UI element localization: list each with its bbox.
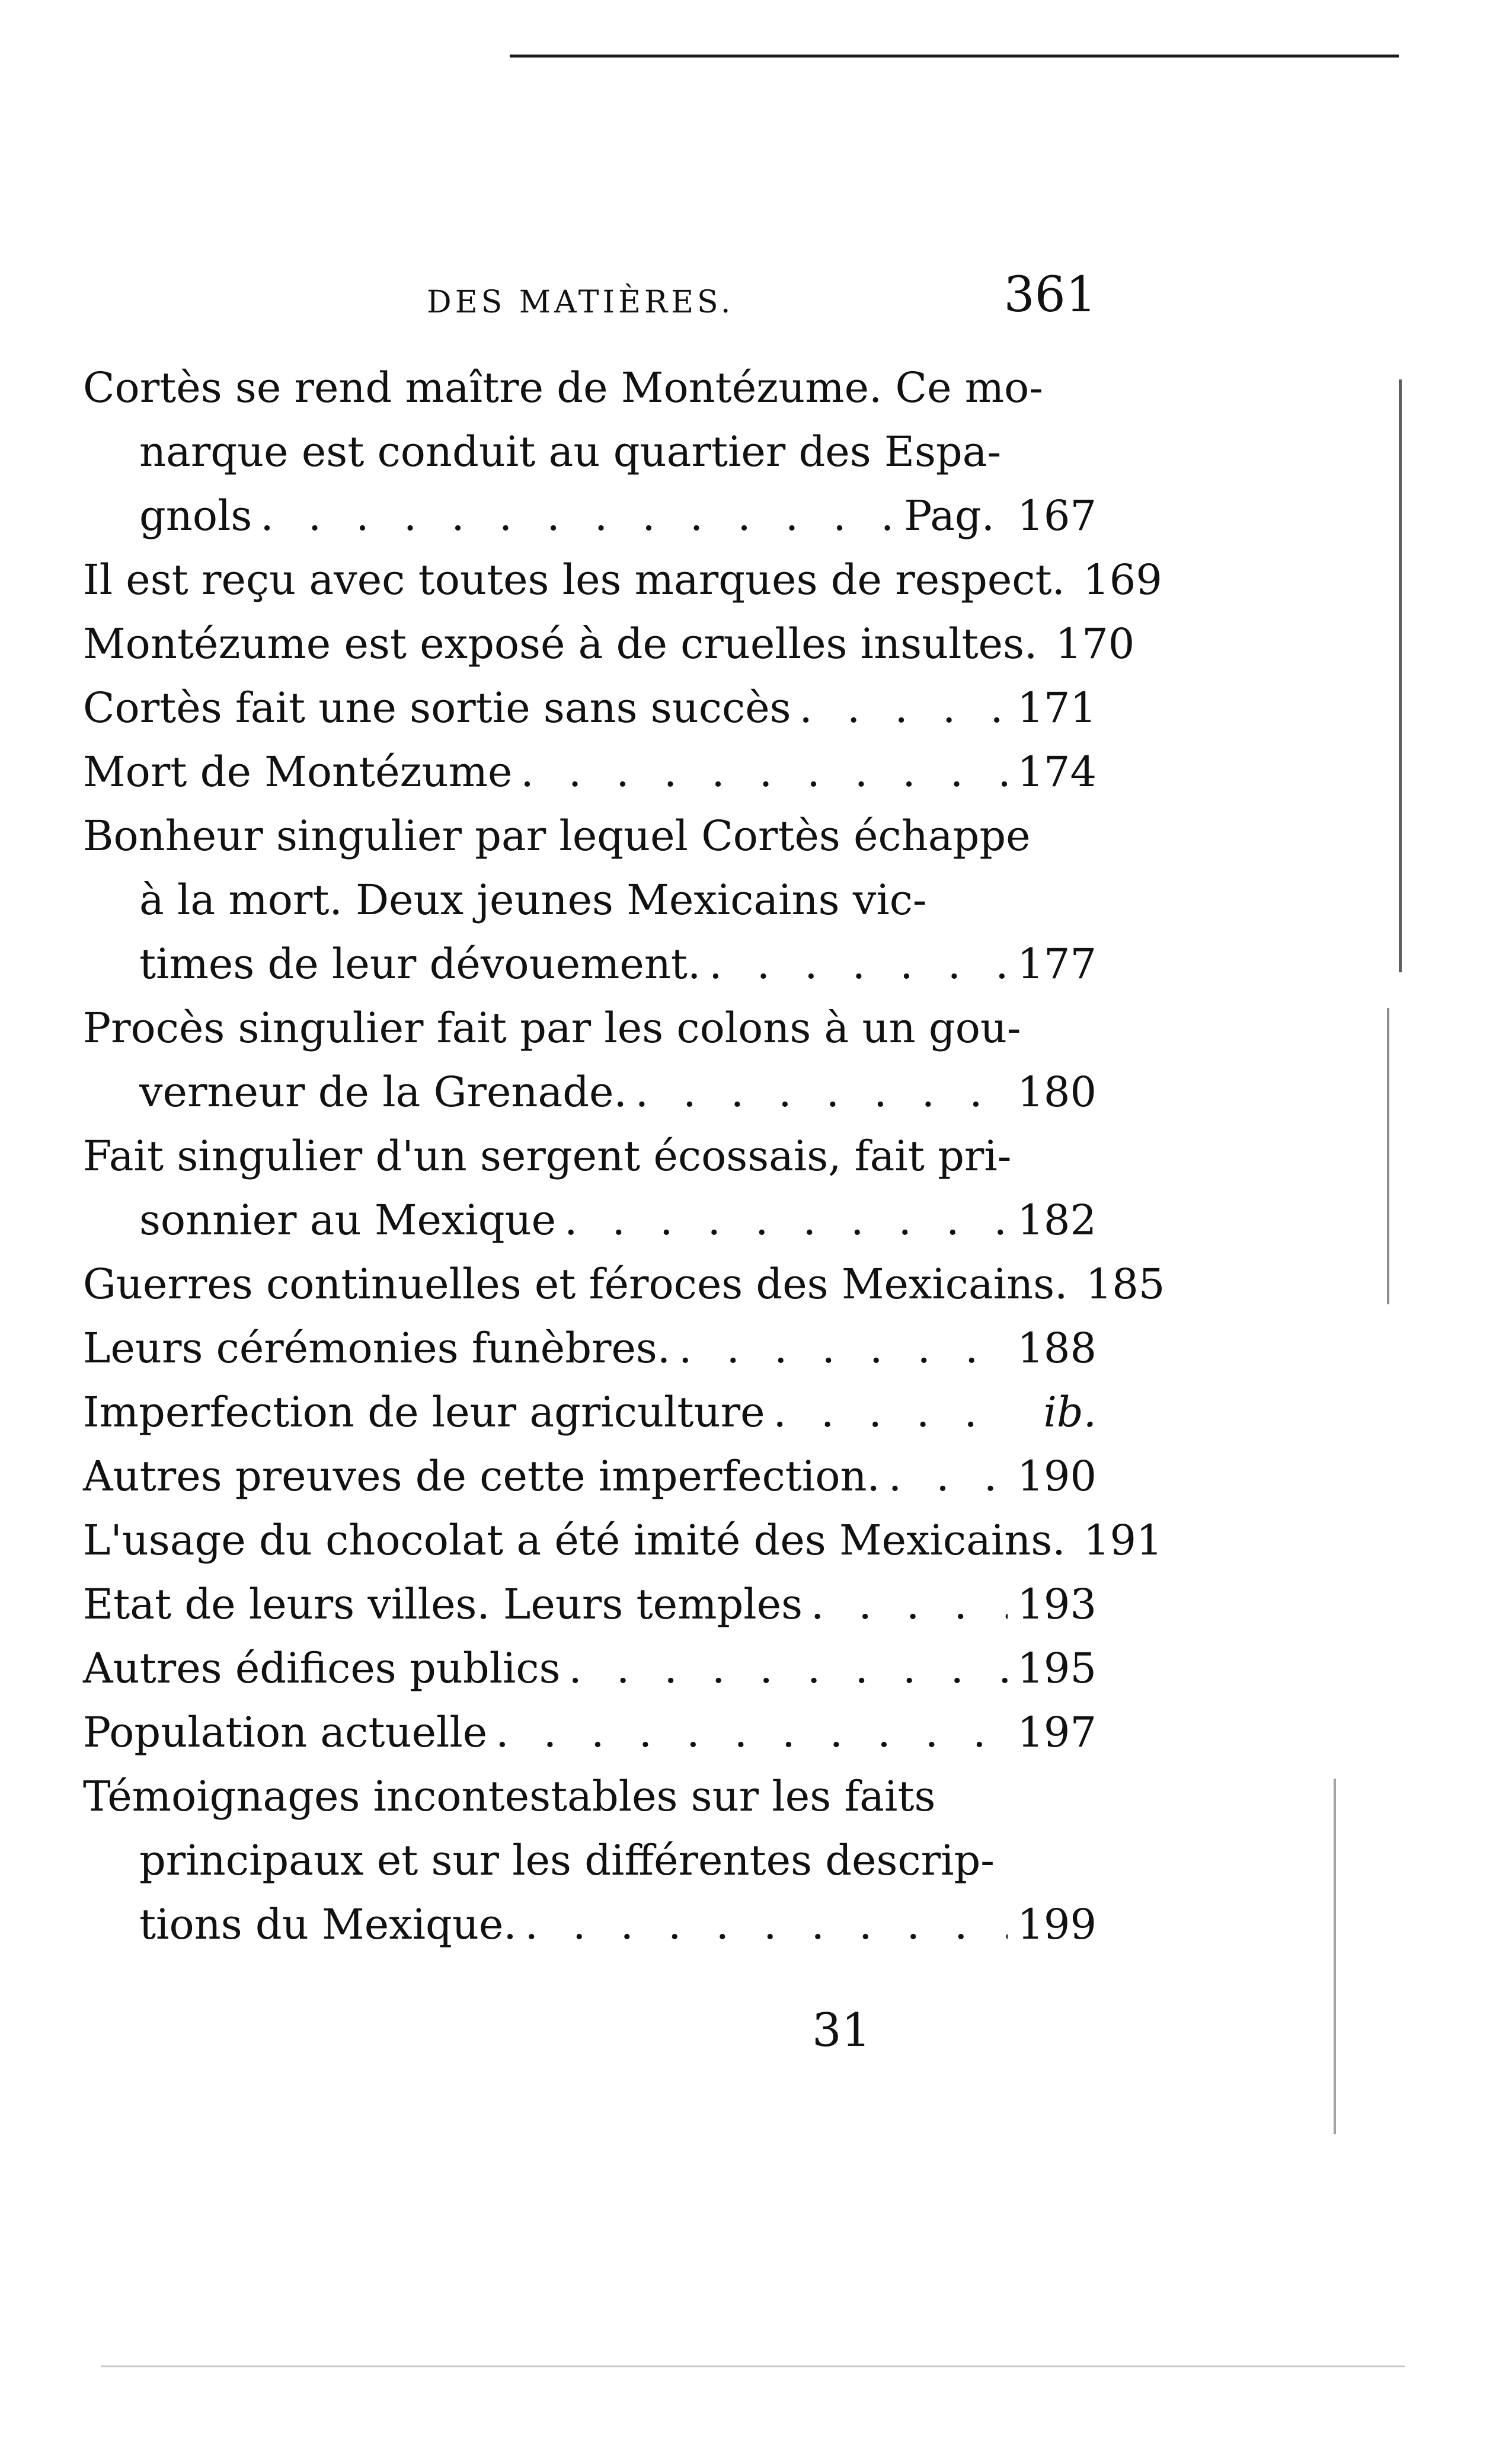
entry-text: Montézume est exposé à de cruelles insultes. — [83, 620, 1038, 668]
entry-text: L'usage du chocolat a été imité des Mexicains. — [83, 1516, 1066, 1565]
entry-page-number: 191 — [1083, 1516, 1163, 1565]
entry-text: Imperfection de leur agriculture — [83, 1388, 765, 1437]
entry-text: principaux et sur les différentes descrip- — [139, 1836, 995, 1885]
entry-text: Guerres continuelles et féroces des Mexicains. — [83, 1260, 1068, 1308]
toc-entry — [83, 356, 1097, 548]
entry-page-number: 195 — [1017, 1644, 1097, 1693]
dot-leader — [487, 1700, 1008, 1764]
scan-edge-line — [510, 55, 1399, 58]
entry-text: verneur de la Grenade. — [139, 1068, 627, 1116]
entry-text: Il est reçu avec toutes les marques de respect. — [83, 556, 1065, 604]
toc-entry-line — [83, 356, 1097, 420]
entry-text: sonnier au Mexique — [139, 1196, 557, 1244]
page-prefix: Pag. — [904, 491, 995, 540]
entry-text: Bonheur singulier par lequel Cortès échappe — [83, 812, 1031, 860]
entry-text: gnols — [139, 491, 252, 540]
running-title: DES MATIÈRES. — [427, 285, 734, 320]
entry-page-number: 169 — [1083, 556, 1162, 604]
toc-entry-line — [83, 1828, 1097, 1892]
scan-edge-line — [1399, 379, 1402, 972]
toc-entry — [83, 1764, 1097, 1956]
dot-leader — [765, 1380, 1008, 1444]
dot-leader — [1066, 1508, 1074, 1572]
entry-page-number: 199 — [1017, 1900, 1097, 1949]
toc-entry — [83, 1444, 1097, 1508]
scan-edge-line — [101, 2366, 1405, 2367]
entry-text: Témoignages incontestables sur les faits — [83, 1772, 936, 1821]
dot-leader — [512, 740, 1008, 804]
entry-page-number: 188 — [1017, 1324, 1097, 1372]
scan-edge-line — [1387, 1008, 1389, 1304]
table-of-contents — [83, 356, 1165, 1956]
entry-page-number: 197 — [1017, 1708, 1097, 1757]
toc-entry — [83, 740, 1097, 804]
signature-mark: 31 — [812, 2004, 871, 2057]
page-number: 361 — [1003, 267, 1097, 323]
dot-leader — [1065, 548, 1073, 612]
dot-leader — [701, 932, 1008, 996]
dot-leader — [670, 1316, 1008, 1380]
dot-leader — [880, 1444, 1008, 1508]
entry-page-number: 170 — [1055, 620, 1135, 668]
dot-leader — [252, 484, 904, 548]
entry-text: tions du Mexique. — [139, 1900, 517, 1949]
toc-entry — [83, 1572, 1097, 1636]
toc-entry-line — [83, 1380, 1097, 1444]
dot-leader — [1067, 1252, 1076, 1316]
entry-page-number: 180 — [1017, 1068, 1097, 1116]
entry-text: Procès singulier fait par les colons à un gou- — [83, 1004, 1021, 1052]
toc-entry — [83, 1316, 1097, 1380]
entry-text: Population actuelle — [83, 1708, 488, 1757]
dot-leader — [1037, 612, 1046, 676]
toc-entry-line — [83, 1316, 1097, 1380]
toc-entry-line — [83, 1508, 1163, 1572]
entry-text: Autres édifices publics — [83, 1644, 561, 1693]
entry-text: Mort de Montézume — [83, 748, 513, 796]
toc-entry-line — [83, 1124, 1097, 1188]
toc-entry-line — [83, 1572, 1097, 1636]
entry-text: Autres preuves de cette imperfection. — [83, 1452, 880, 1501]
dot-leader — [627, 1060, 1008, 1124]
toc-entry — [83, 804, 1097, 996]
toc-entry-line — [83, 548, 1162, 612]
entry-text: narque est conduit au quartier des Espa- — [139, 427, 1002, 476]
entry-page-number: 193 — [1017, 1580, 1097, 1629]
entry-page-number: 171 — [1017, 684, 1097, 732]
toc-entry-line — [83, 612, 1135, 676]
toc-entry — [83, 1700, 1097, 1764]
entry-text: times de leur dévouement. — [139, 940, 701, 988]
toc-entry-line — [83, 1444, 1097, 1508]
scan-edge-line — [1334, 1779, 1336, 2134]
toc-entry-line — [83, 1252, 1165, 1316]
toc-entry-line — [83, 932, 1097, 996]
toc-entry — [83, 1252, 1165, 1316]
entry-text: Leurs cérémonies funèbres. — [83, 1324, 671, 1372]
toc-entry — [83, 548, 1162, 612]
toc-entry-line — [83, 868, 1097, 932]
toc-entry — [83, 612, 1135, 676]
toc-entry-line — [83, 1060, 1097, 1124]
entry-page-number: 182 — [1017, 1196, 1097, 1244]
entry-text: Cortès se rend maître de Montézume. Ce mo- — [83, 363, 1043, 412]
entry-page-number: 185 — [1085, 1260, 1165, 1308]
entry-text: à la mort. Deux jeunes Mexicains vic- — [139, 876, 927, 924]
toc-entry-line — [83, 1188, 1097, 1252]
toc-entry-line — [83, 1892, 1097, 1956]
entry-page-number: 190 — [1017, 1452, 1097, 1501]
toc-entry-line — [83, 1636, 1097, 1700]
entry-text: Cortès fait une sortie sans succès — [83, 684, 791, 732]
entry-page-number: 167 — [1017, 491, 1097, 540]
toc-entry-line — [83, 484, 1097, 548]
dot-leader — [561, 1636, 1008, 1700]
entry-page-number: 177 — [1017, 940, 1097, 988]
toc-entry — [83, 1508, 1163, 1572]
toc-entry — [83, 1380, 1097, 1444]
running-header — [83, 261, 1097, 344]
toc-entry-line — [83, 420, 1097, 484]
entry-text: Fait singulier d'un sergent écossais, fait pri- — [83, 1132, 1012, 1180]
toc-entry-line — [83, 1700, 1097, 1764]
dot-leader — [791, 676, 1008, 740]
entry-text: Etat de leurs villes. Leurs temples — [83, 1580, 803, 1629]
dot-leader — [803, 1572, 1008, 1636]
entry-page-number: ib. — [1043, 1388, 1097, 1437]
toc-entry-line — [83, 1764, 1097, 1828]
toc-entry-line — [83, 676, 1097, 740]
toc-entry-line — [83, 996, 1097, 1060]
dot-leader — [517, 1892, 1008, 1956]
toc-entry-line — [83, 804, 1097, 868]
toc-entry — [83, 1124, 1097, 1252]
toc-entry-line — [83, 740, 1097, 804]
dot-leader — [556, 1188, 1008, 1252]
toc-entry — [83, 1636, 1097, 1700]
toc-entry — [83, 996, 1097, 1124]
entry-page-number: 174 — [1017, 748, 1097, 796]
toc-entry — [83, 676, 1097, 740]
